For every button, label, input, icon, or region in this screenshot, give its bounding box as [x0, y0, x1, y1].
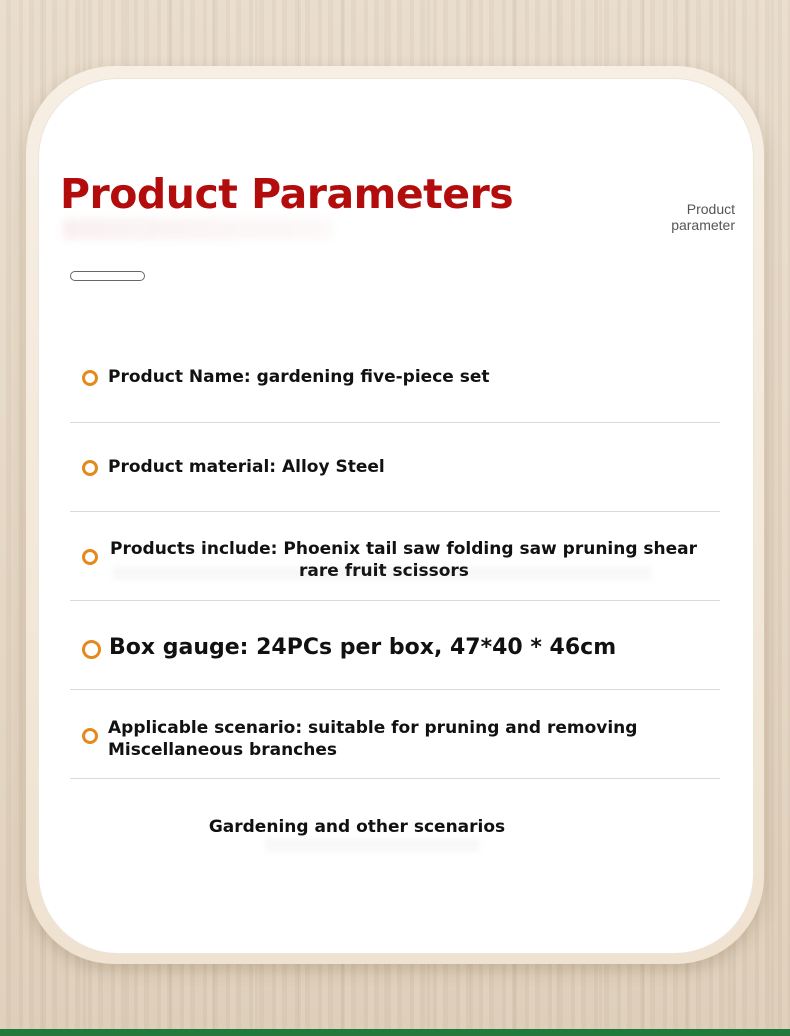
subtitle-line-2: parameter [671, 217, 735, 233]
param-box-gauge: Box gauge: 24PCs per box, 47*40 * 46cm [109, 635, 617, 660]
param-scenario-line-2: Miscellaneous branches [108, 740, 338, 760]
circle-bullet-icon [82, 549, 98, 565]
page-title: Product Parameters [60, 170, 514, 218]
param-includes-line-2: rare fruit scissors [299, 561, 469, 581]
decorative-pill-divider [70, 271, 145, 281]
param-product-name: Product Name: gardening five-piece set [108, 367, 490, 387]
bottom-accent-bar [0, 1029, 790, 1036]
circle-bullet-icon [82, 460, 98, 476]
subtitle-line-1: Product [686, 201, 735, 217]
title-reflection [62, 218, 332, 240]
text-reflection [265, 838, 480, 852]
text-reflection [112, 566, 652, 580]
circle-bullet-icon [82, 640, 101, 659]
param-scenario-line-1: Applicable scenario: suitable for pruning and removing [108, 718, 638, 738]
param-includes-line-1: Products include: Phoenix tail saw folding saw pruning shear [110, 539, 698, 559]
param-product-material: Product material: Alloy Steel [108, 457, 385, 477]
circle-bullet-icon [82, 728, 98, 744]
page-subtitle [615, 201, 735, 233]
footer-scenario-text: Gardening and other scenarios [208, 817, 506, 837]
circle-bullet-icon [82, 370, 98, 386]
